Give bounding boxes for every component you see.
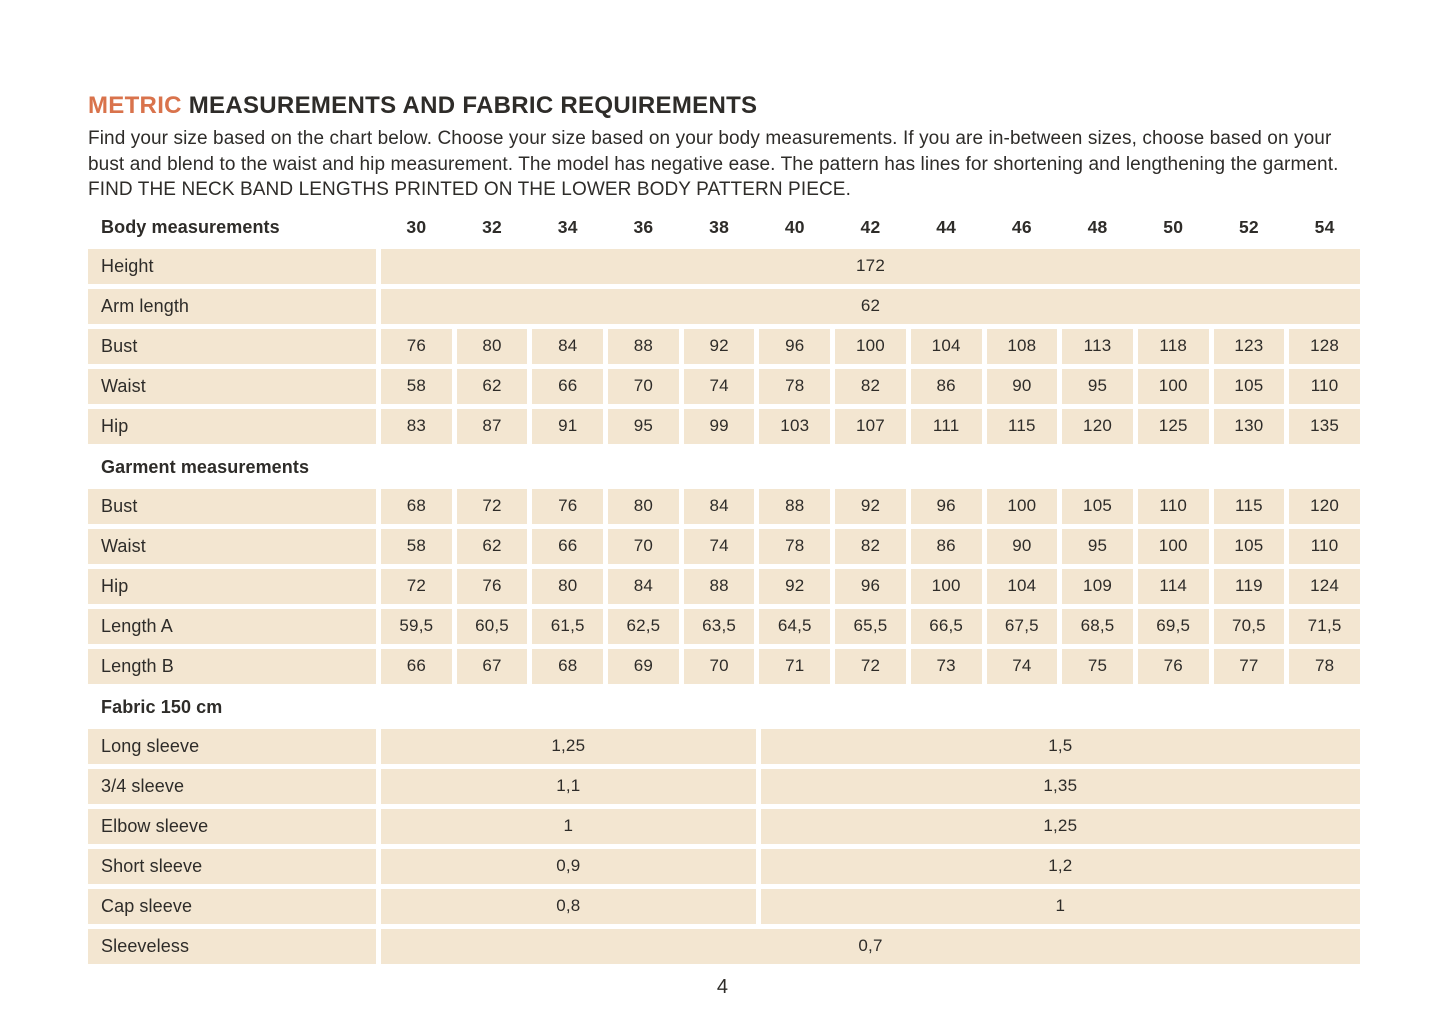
body-waist-cell: 110 — [1289, 369, 1360, 404]
size-header-cell: 50 — [1163, 217, 1184, 237]
elbow-sleeve-large-sizes-cell: 1,25 — [761, 809, 1360, 844]
row-label-long-sleeve: Long sleeve — [88, 729, 376, 764]
table-row-height — [88, 249, 1360, 284]
page-number: 4 — [716, 976, 729, 998]
size-header-cell: 34 — [557, 217, 578, 237]
garment-waist-cell: 90 — [987, 529, 1058, 564]
row-label-body-hip: Hip — [88, 409, 376, 444]
body-waist-cell: 100 — [1138, 369, 1209, 404]
garment-hip-cell: 124 — [1289, 569, 1360, 604]
three-quarter-sleeve-small-sizes-cell: 1,1 — [381, 769, 756, 804]
length-b-cell: 75 — [1062, 649, 1133, 684]
garment-waist-cell: 70 — [608, 529, 679, 564]
row-label-garment-waist: Waist — [88, 529, 376, 564]
length-a-cell: 66,5 — [911, 609, 982, 644]
garment-waist-cell: 62 — [457, 529, 528, 564]
size-header-cell: 44 — [936, 217, 957, 237]
garment-waist-cell: 66 — [532, 529, 603, 564]
body-hip-cell: 120 — [1062, 409, 1133, 444]
body-bust-cell: 100 — [835, 329, 906, 364]
row-label-height: Height — [88, 249, 376, 284]
garment-waist-cell: 100 — [1138, 529, 1209, 564]
body-bust-cell: 84 — [532, 329, 603, 364]
garment-section-header: Garment measurements — [101, 457, 310, 477]
row-cells-length-b — [381, 649, 1360, 684]
row-cells-three-quarter-sleeve — [381, 769, 1360, 804]
length-a-cell: 70,5 — [1214, 609, 1285, 644]
size-header-cell: 42 — [860, 217, 881, 237]
body-waist-cell: 105 — [1214, 369, 1285, 404]
row-label-body-waist: Waist — [88, 369, 376, 404]
body-waist-cell: 74 — [684, 369, 755, 404]
body-hip-cell: 130 — [1214, 409, 1285, 444]
row-label-length-a: Length A — [88, 609, 376, 644]
length-a-cell: 60,5 — [457, 609, 528, 644]
garment-hip-cell: 114 — [1138, 569, 1209, 604]
table-row-sleeveless — [88, 929, 1360, 964]
garment-hip-cell: 109 — [1062, 569, 1133, 604]
table-row-garment-waist — [88, 529, 1360, 564]
garment-waist-cell: 95 — [1062, 529, 1133, 564]
table-row-garment-bust — [88, 489, 1360, 524]
table-row-garment-hip — [88, 569, 1360, 604]
garment-waist-cell: 105 — [1214, 529, 1285, 564]
body-hip-cell: 107 — [835, 409, 906, 444]
length-b-cell: 67 — [457, 649, 528, 684]
garment-bust-cell: 76 — [532, 489, 603, 524]
length-b-cell: 71 — [759, 649, 830, 684]
table-row-elbow-sleeve — [88, 809, 1360, 844]
garment-hip-cell: 80 — [532, 569, 603, 604]
length-b-cell: 74 — [987, 649, 1058, 684]
size-header-cell: 48 — [1087, 217, 1108, 237]
body-bust-cell: 88 — [608, 329, 679, 364]
garment-waist-cell: 58 — [381, 529, 452, 564]
body-hip-cell: 103 — [759, 409, 830, 444]
row-label-garment-bust: Bust — [88, 489, 376, 524]
length-b-cell: 70 — [684, 649, 755, 684]
size-header-cells — [381, 217, 1360, 238]
length-a-cell: 62,5 — [608, 609, 679, 644]
body-hip-cell: 83 — [381, 409, 452, 444]
table-row-body-hip — [88, 409, 1360, 444]
row-label-body-bust: Bust — [88, 329, 376, 364]
cap-sleeve-large-sizes-cell: 1 — [761, 889, 1360, 924]
garment-bust-cell: 88 — [759, 489, 830, 524]
table-row-short-sleeve — [88, 849, 1360, 884]
table-row-length-a — [88, 609, 1360, 644]
body-bust-cell: 76 — [381, 329, 452, 364]
body-waist-cell: 90 — [987, 369, 1058, 404]
table-row-three-quarter-sleeve — [88, 769, 1360, 804]
page-title-accent: METRIC — [88, 92, 182, 119]
cap-sleeve-small-sizes-cell: 0,8 — [381, 889, 756, 924]
length-a-cell: 67,5 — [987, 609, 1058, 644]
length-b-cell: 73 — [911, 649, 982, 684]
row-cells-length-a — [381, 609, 1360, 644]
garment-waist-cell: 86 — [911, 529, 982, 564]
size-header-cell: 52 — [1238, 217, 1259, 237]
garment-bust-cell: 110 — [1138, 489, 1209, 524]
body-bust-cell: 113 — [1062, 329, 1133, 364]
row-label-length-b: Length B — [88, 649, 376, 684]
row-label-three-quarter-sleeve: 3/4 sleeve — [88, 769, 376, 804]
body-waist-cell: 82 — [835, 369, 906, 404]
garment-bust-cell: 80 — [608, 489, 679, 524]
row-cells-cap-sleeve — [381, 889, 1360, 924]
garment-bust-cell: 92 — [835, 489, 906, 524]
row-cells-body-waist — [381, 369, 1360, 404]
body-hip-cell: 111 — [911, 409, 982, 444]
row-label-cap-sleeve: Cap sleeve — [88, 889, 376, 924]
garment-waist-cell: 110 — [1289, 529, 1360, 564]
table-row-cap-sleeve — [88, 889, 1360, 924]
row-label-arm-length: Arm length — [88, 289, 376, 324]
length-a-cell: 68,5 — [1062, 609, 1133, 644]
size-header-cell: 40 — [784, 217, 805, 237]
table-row-arm-length — [88, 289, 1360, 324]
garment-hip-cell: 119 — [1214, 569, 1285, 604]
body-hip-cell: 115 — [987, 409, 1058, 444]
row-cells-garment-hip — [381, 569, 1360, 604]
length-a-cell: 71,5 — [1289, 609, 1360, 644]
body-waist-cell: 58 — [381, 369, 452, 404]
length-b-cell: 77 — [1214, 649, 1285, 684]
sleeveless-value-cell: 0,7 — [381, 929, 1360, 964]
size-header-cell: 32 — [482, 217, 502, 237]
garment-bust-cell: 72 — [457, 489, 528, 524]
row-cells-sleeveless — [381, 929, 1360, 964]
long-sleeve-small-sizes-cell: 1,25 — [381, 729, 756, 764]
length-a-cell: 59,5 — [381, 609, 452, 644]
arm-length-value-cell: 62 — [381, 289, 1360, 324]
length-a-cell: 64,5 — [759, 609, 830, 644]
body-waist-cell: 70 — [608, 369, 679, 404]
body-bust-cell: 123 — [1214, 329, 1285, 364]
body-waist-cell: 66 — [532, 369, 603, 404]
table-row-length-b — [88, 649, 1360, 684]
short-sleeve-small-sizes-cell: 0,9 — [381, 849, 756, 884]
long-sleeve-large-sizes-cell: 1,5 — [761, 729, 1360, 764]
table-row-body-bust — [88, 329, 1360, 364]
body-bust-cell: 118 — [1138, 329, 1209, 364]
body-bust-cell: 96 — [759, 329, 830, 364]
size-header-cell: 54 — [1314, 217, 1335, 237]
page-content — [88, 92, 1360, 969]
intro-paragraph: Find your size based on the chart below. Choose your size based on your body measurements. If you are in-between sizes, choose based on your bust and blend to the waist and hip measurement. The model has negative ease. The pattern has lines for shortening and lengthening the garment. FIND THE NECK BAND LENGTHS PRINTED ON THE LOWER BODY PATTERN PIECE. — [88, 128, 1339, 200]
body-waist-cell: 86 — [911, 369, 982, 404]
page-title — [88, 92, 1360, 120]
body-hip-cell: 135 — [1289, 409, 1360, 444]
body-hip-cell: 87 — [457, 409, 528, 444]
row-cells-elbow-sleeve — [381, 809, 1360, 844]
length-b-cell: 76 — [1138, 649, 1209, 684]
body-hip-cell: 99 — [684, 409, 755, 444]
garment-bust-cell: 115 — [1214, 489, 1285, 524]
short-sleeve-large-sizes-cell: 1,2 — [761, 849, 1360, 884]
table-row-body-waist — [88, 369, 1360, 404]
garment-hip-cell: 76 — [457, 569, 528, 604]
length-b-cell: 69 — [608, 649, 679, 684]
garment-bust-cell: 105 — [1062, 489, 1133, 524]
garment-bust-cell: 120 — [1289, 489, 1360, 524]
garment-bust-cell: 100 — [987, 489, 1058, 524]
garment-waist-cell: 74 — [684, 529, 755, 564]
row-cells-body-bust — [381, 329, 1360, 364]
page-title-rest: MEASUREMENTS AND FABRIC REQUIREMENTS — [181, 92, 758, 119]
body-hip-cell: 95 — [608, 409, 679, 444]
row-cells-long-sleeve — [381, 729, 1360, 764]
garment-bust-cell: 96 — [911, 489, 982, 524]
row-cells-short-sleeve — [381, 849, 1360, 884]
garment-hip-cell: 88 — [684, 569, 755, 604]
body-waist-cell: 95 — [1062, 369, 1133, 404]
table-row-long-sleeve — [88, 729, 1360, 764]
length-a-cell: 63,5 — [684, 609, 755, 644]
length-b-cell: 72 — [835, 649, 906, 684]
garment-waist-cell: 82 — [835, 529, 906, 564]
row-label-sleeveless: Sleeveless — [88, 929, 376, 964]
row-cells-body-hip — [381, 409, 1360, 444]
garment-hip-cell: 104 — [987, 569, 1058, 604]
row-label-short-sleeve: Short sleeve — [88, 849, 376, 884]
garment-bust-cell: 84 — [684, 489, 755, 524]
size-header-cell: 38 — [709, 217, 730, 237]
body-bust-cell: 108 — [987, 329, 1058, 364]
body-bust-cell: 92 — [684, 329, 755, 364]
body-hip-cell: 125 — [1138, 409, 1209, 444]
height-value-cell: 172 — [381, 249, 1360, 284]
row-cells-arm-length — [381, 289, 1360, 324]
body-bust-cell: 80 — [457, 329, 528, 364]
size-header-cell: 30 — [406, 217, 427, 237]
length-b-cell: 66 — [381, 649, 452, 684]
length-b-cell: 78 — [1289, 649, 1360, 684]
length-a-cell: 61,5 — [532, 609, 603, 644]
row-cells-garment-waist — [381, 529, 1360, 564]
table-header-row — [88, 211, 1360, 245]
length-a-cell: 65,5 — [835, 609, 906, 644]
size-table — [88, 211, 1360, 964]
garment-hip-cell: 84 — [608, 569, 679, 604]
garment-hip-cell: 92 — [759, 569, 830, 604]
three-quarter-sleeve-large-sizes-cell: 1,35 — [761, 769, 1360, 804]
length-b-cell: 68 — [532, 649, 603, 684]
size-header-cell: 36 — [633, 217, 654, 237]
length-a-cell: 69,5 — [1138, 609, 1209, 644]
garment-waist-cell: 78 — [759, 529, 830, 564]
garment-bust-cell: 68 — [381, 489, 452, 524]
table-header-label: Body measurements — [101, 217, 280, 237]
body-waist-cell: 78 — [759, 369, 830, 404]
row-cells-garment-bust — [381, 489, 1360, 524]
body-hip-cell: 91 — [532, 409, 603, 444]
garment-hip-cell: 72 — [381, 569, 452, 604]
row-label-elbow-sleeve: Elbow sleeve — [88, 809, 376, 844]
row-cells-height — [381, 249, 1360, 284]
garment-hip-cell: 100 — [911, 569, 982, 604]
row-label-garment-hip: Hip — [88, 569, 376, 604]
size-header-cell: 46 — [1011, 217, 1032, 237]
body-bust-cell: 104 — [911, 329, 982, 364]
garment-hip-cell: 96 — [835, 569, 906, 604]
body-waist-cell: 62 — [457, 369, 528, 404]
body-bust-cell: 128 — [1289, 329, 1360, 364]
fabric-section-header: Fabric 150 cm — [101, 697, 223, 717]
elbow-sleeve-small-sizes-cell: 1 — [381, 809, 756, 844]
